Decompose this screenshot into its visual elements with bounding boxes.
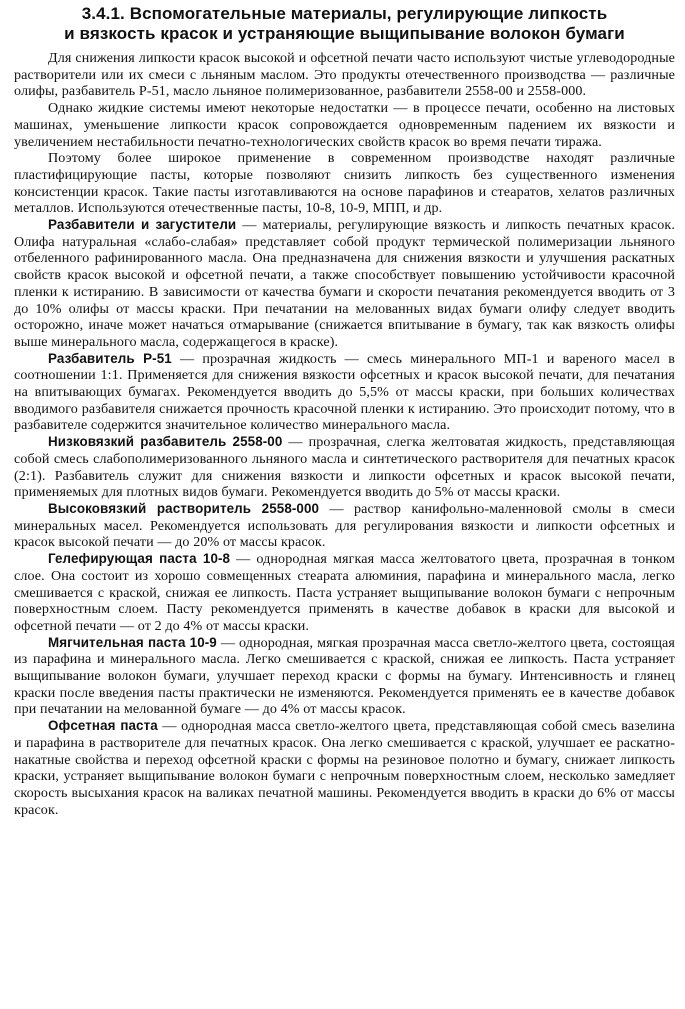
section-title-line-2: и вязкость красок и устраняющие выщипывание волокон бумаги xyxy=(64,24,625,43)
term-heading: Гелефирующая паста 10-8 xyxy=(48,551,231,567)
term-heading: Офсетная паста xyxy=(48,718,158,734)
paragraph-text: — прозрачная, слегка желтоватая жидкость, представляющая собой смесь слабополимеризованного льняного масла и синтетического растворителя для печатных красок (2:1). Разбавитель служит для снижения вязкости и липкости офсетных и красок высокой печати, применяемых для плотных видов бумаги. Рекомендуется вводить до 5% от массы краски. xyxy=(14,434,675,501)
paragraph-pastes xyxy=(14,150,675,217)
paragraph-text: — однородная, мягкая прозрачная масса светло-желтого цвета, состоящая из парафина и минерального масла. Легко смешивается с краской, снижая ее липкость. Паста устраняет выщипывание волокон бумаги, улучшает переход краски с формы на бумагу. Интенсивность и глянец краски после введения пасты практически не изменяются. Рекомендуется применять ее в качестве добавок при печатании на мелованной бумаге — до 4% от массы красок. xyxy=(14,634,675,718)
paragraph-text: Однако жидкие системы имеют некоторые недостатки — в процессе печати, особенно на листовых машинах, уменьшение липкости красок сопровождается одновременным падением их вязкости и увеличением нестабильности печатно-технологических свойств красок во время печати тиража. xyxy=(14,100,675,150)
paragraph-text: — раствор канифольно-маленновой смолы в смеси минеральных масел. Рекомендуется использовать для регулирования вязкости и липкости офсетных и красок высокой печати — до 20% от массы красок. xyxy=(14,500,675,551)
term-heading: Мягчительная паста 10-9 xyxy=(48,634,217,650)
paragraph-drawbacks xyxy=(14,100,675,150)
term-heading: Высоковязкий растворитель 2558-000 xyxy=(48,500,320,516)
section-title-line-1: 3.4.1. Вспомогательные материалы, регулирующие липкость xyxy=(81,4,608,23)
paragraph-text: — материалы, регулирующие вязкость и липкость печатных красок. Олифа натуральная «слабо-слабая» представляет собой продукт термической полимеризации льняного отбеленного рафинированного масла. Она предназначена для снижения вязкости и улучшения раскатных свойств красок высокой и офсетной печати, а также способствует повышению устойчивости красочной пленки к истиранию. В зависимости от качества бумаги и скорости печатания рекомендуется вводить от 3 до 10% олифы от массы краски. При печатании на мелованных видах бумаги олифу следует вводить осторожно, иначе может начаться отмарывание (снижается впитывание в бумагу, так как вязкость олифы выше минерального масла, содержащегося в краске). xyxy=(14,217,676,350)
term-heading: Низковязкий разбавитель 2558-00 xyxy=(48,434,283,450)
paragraph-offset-paste xyxy=(14,718,675,818)
section-title xyxy=(14,4,675,44)
paragraph-paste-10-8 xyxy=(14,551,675,635)
term-heading: Разбавители и загустители xyxy=(48,217,237,233)
paragraph-text: — прозрачная жидкость — смесь минерального МП-1 и вареного масел в соотношении 1:1. Применяется для снижения вязкости офсетных и красок высокой печати, для печатания на впитывающих бумагах. Рекомендуется вводить до 5,5% от массы краски, при больших количествах вводимого разбавителя снижается прочность красочной пленки к истиранию. Это происходит потому, что в разбавителе содержится значительное количество минерального масла. xyxy=(14,350,675,434)
paragraph-2558-00 xyxy=(14,434,675,501)
term-heading: Разбавитель Р-51 xyxy=(48,350,172,366)
paragraph-text: Для снижения липкости красок высокой и офсетной печати часто используют чистые углеводородные растворители или их смеси с льняным маслом. Это продукты отечественного производства — различные олифы, разбавитель Р-51, масло льняное полимеризованное, разбавители 2558-00 и 2558-000. xyxy=(14,50,675,100)
paragraph-r51 xyxy=(14,351,675,435)
document-body xyxy=(14,50,675,818)
paragraph-thinners xyxy=(14,217,675,351)
paragraph-text: — однородная масса светло-желтого цвета, представляющая собой смесь вазелина и парафина в растворителе для печатных красок. Она легко смешивается с краской, улучшает ее раскатно-накатные свойства и переход офсетной краски с формы на резиновое полотно и бумагу, снижает липкость краски, устраняет выщипывание волокон бумаги с непрочным поверхностным слоем, несколько замедляет скорость высыхания красок на валиках печатной машины. Рекомендуется вводить в краски до 6% от массы красок. xyxy=(14,718,675,818)
paragraph-text: — однородная мягкая масса желтоватого цвета, прозрачная в тонком слое. Она состоит из хорошо совмещенных стеарата алюминия, парафина и минерального масла, легко смешивается с краской, снижая ее липкость. Паста устраняет выщипывание волокон бумаги с непрочным поверхностным слоем. Пасту рекомендуется применять в качестве добавок в краски для высокой и офсетной печати — от 2 до 4% от массы краски. xyxy=(14,551,675,634)
paragraph-2558-000 xyxy=(14,501,675,551)
paragraph-intro xyxy=(14,50,675,100)
paragraph-text: Поэтому более широкое применение в современном производстве находят различные пластифицирующие пасты, которые позволяют снизить липкость без существенного изменения консистенции красок. Такие пасты изготавливаются на основе парафинов и стеаратов, хелатов различных металлов. Используются отечественные пасты, 10-8, 10-9, МПП, и др. xyxy=(14,150,675,217)
paragraph-paste-10-9 xyxy=(14,635,675,719)
